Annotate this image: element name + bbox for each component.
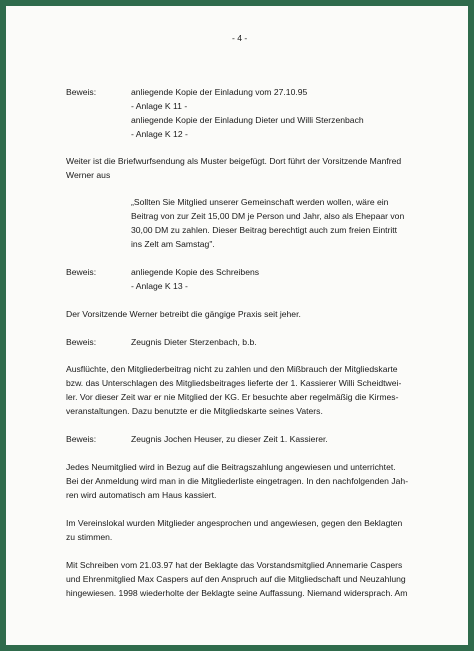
beweis-label: Beweis:: [66, 87, 97, 97]
text-line: anliegende Kopie der Einladung Dieter und Willi Sterzenbach: [131, 115, 364, 125]
text-line: Zeugnis Jochen Heuser, zu dieser Zeit 1. Kassierer.: [131, 434, 328, 444]
page-number: - 4 -: [232, 33, 248, 43]
text-line: Werner aus: [66, 170, 111, 180]
text-line: Der Vorsitzende Werner betreibt die gängige Praxis seit jeher.: [66, 309, 301, 319]
text-line: Zeugnis Dieter Sterzenbach, b.b.: [131, 337, 257, 347]
text-line: anliegende Kopie der Einladung vom 27.10.95: [131, 87, 308, 97]
text-line: Weiter ist die Briefwurfsendung als Muster beigefügt. Dort führt der Vorsitzende Manfred: [66, 156, 402, 166]
document-page: [6, 6, 468, 645]
text-line: zu stimmen.: [66, 532, 113, 542]
text-line: und Ehrenmitglied Max Caspers auf den Anspruch auf die Mitgliedschaft und Neuzahlung: [66, 574, 406, 584]
quote-line: 30,00 DM zu zahlen. Dieser Beitrag berechtigt auch zum freien Eintritt: [131, 225, 398, 235]
text-line: anliegende Kopie des Schreibens: [131, 267, 260, 277]
quote-line: ins Zelt am Samstag".: [131, 239, 215, 249]
text-line: ren wird automatisch am Haus kassiert.: [66, 490, 217, 500]
beweis-label: Beweis:: [66, 434, 97, 444]
beweis-label: Beweis:: [66, 267, 97, 277]
text-line: Jedes Neumitglied wird in Bezug auf die Beitragszahlung angewiesen und unterrichtet.: [66, 462, 396, 472]
text-line: ler. Vor dieser Zeit war er nie Mitglied der KG. Er besuchte aber regelmäßig die Kirmes-: [66, 392, 399, 402]
text-line: hingewiesen. 1998 wiederholte der Beklagte seine Auffassung. Niemand widersprach. Am: [66, 588, 408, 598]
text-line: Mit Schreiben vom 21.03.97 hat der Beklagte das Vorstandsmitglied Annemarie Caspers: [66, 560, 403, 570]
text-line: bzw. das Unterschlagen des Mitgliedsbeitrages lieferte der 1. Kassierer Willi Scheidtwei-: [66, 378, 402, 388]
quote-line: Beitrag von zur Zeit 15,00 DM je Person und Jahr, also als Ehepaar von: [131, 211, 405, 221]
text-line: - Anlage K 11 -: [131, 101, 188, 111]
text-line: Im Vereinslokal wurden Mitglieder angesprochen und angewiesen, gegen den Beklagten: [66, 518, 403, 528]
text-line: veranstaltungen. Dazu benutzte er die Mitgliedskarte seines Vaters.: [66, 406, 323, 416]
beweis-label: Beweis:: [66, 337, 97, 347]
text-line: Bei der Anmeldung wird man in die Mitgliederliste eingetragen. In den nachfolgenden Jah-: [66, 476, 409, 486]
text-line: - Anlage K 13 -: [131, 281, 188, 291]
quote-line: „Sollten Sie Mitglied unserer Gemeinschaft werden wollen, wäre ein: [131, 197, 389, 207]
text-line: - Anlage K 12 -: [131, 129, 188, 139]
text-line: Ausflüchte, den Mitgliederbeitrag nicht zu zahlen und den Mißbrauch der Mitgliedskarte: [66, 364, 398, 374]
